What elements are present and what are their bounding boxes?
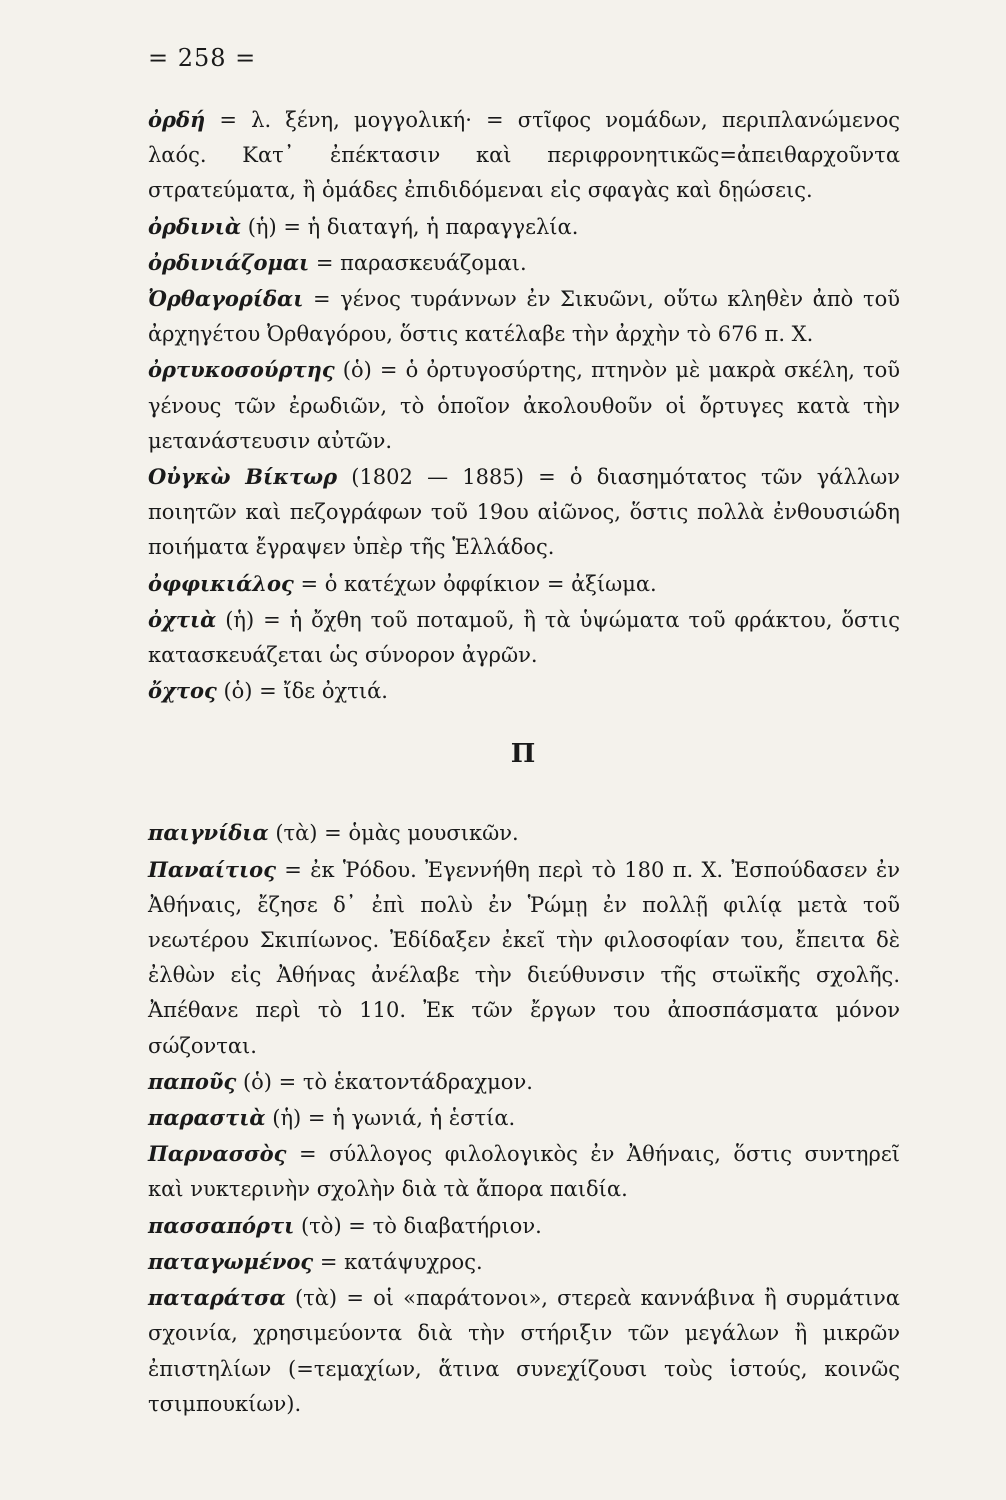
dictionary-entry <box>148 281 900 352</box>
entry-body: (1802 — 1885) = ὁ διασημότατος τῶν γάλλων ποιητῶν καὶ πεζογράφων τοῦ 19ου αἰῶνος, ὅστις πολλὰ ἐνθουσιώδη ποιήματα ἔγραψεν ὑπὲρ τῆς Ἑλλάδος. <box>148 465 900 560</box>
dictionary-entry <box>148 1244 900 1280</box>
entry-headword: παποῦς <box>148 1068 237 1094</box>
entry-headword: ὀφφικιάλος <box>148 570 294 596</box>
entry-body: (ἡ) = ἡ ὄχθη τοῦ ποταμοῦ, ἢ τὰ ὑψώματα τοῦ φράκτου, ὅστις κατασκευάζεται ὡς σύνορον ἀγρῶν. <box>148 607 900 668</box>
entry-headword: πασσαπόρτι <box>148 1212 295 1238</box>
entry-body: = λ. ξένη, μογγολική· = στῖφος νομάδων, περιπλανώμενος λαός. Κατ᾿ ἐπέκτασιν καὶ περιφρονητικῶς=ἀπειθαρχοῦντα στρατεύματα, ἢ ὁμάδες ἐπιδιδόμεναι εἰς σφαγὰς καὶ δῃώσεις. <box>148 108 900 203</box>
entry-headword: ὀρδινιὰ <box>148 213 242 239</box>
dictionary-entry <box>148 245 900 281</box>
entry-headword: Παναίτιος <box>148 856 276 882</box>
entry-headword: Παρνασσὸς <box>148 1141 287 1167</box>
entry-body: (ὁ) = ὁ ὀρτυγοσύρτης, πτηνὸν μὲ μακρὰ σκέλη, τοῦ γένους τῶν ἐρωδιῶν, τὸ ὁποῖον ἀκολουθοῦν οἱ ὄρτυγες κατὰ τὴν μετανάστευσιν αὐτῶν. <box>148 358 900 453</box>
dictionary-entry <box>148 1280 900 1422</box>
entry-headword: παραστιὰ <box>148 1105 266 1131</box>
entry-body: (τὰ) = ὁμὰς μουσικῶν. <box>275 821 519 846</box>
entries-after-section <box>148 815 900 1421</box>
entry-body: = σύλλογος φιλολογικὸς ἐν Ἀθήναις, ὅστις συντηρεῖ καὶ νυκτερινὴν σχολὴν διὰ τὰ ἄπορα παιδία. <box>148 1142 900 1202</box>
dictionary-entry <box>148 566 900 602</box>
dictionary-page <box>148 44 900 1422</box>
dictionary-entry <box>148 1064 900 1100</box>
entry-headword: Οὐγκὼ Βίκτωρ <box>148 464 338 490</box>
dictionary-entry <box>148 602 900 673</box>
entry-body: = παρασκευάζομαι. <box>315 250 527 275</box>
entry-headword: παιγνίδια <box>148 820 269 846</box>
dictionary-entry <box>148 815 900 851</box>
dictionary-entry <box>148 102 900 209</box>
dictionary-entry <box>148 459 900 566</box>
dictionary-entry <box>148 1208 900 1244</box>
entry-body: = ὁ κατέχων ὀφφίκιον = ἀξίωμα. <box>300 571 657 596</box>
section-letter-heading: Π <box>510 739 538 770</box>
dictionary-entry <box>148 352 900 459</box>
entry-body: = ἐκ Ῥόδου. Ἐγεννήθη περὶ τὸ 180 π. Χ. Ἐσπούδασεν ἐν Ἀθήναις, ἔζησε δ᾿ ἐπὶ πολὺ ἐν Ῥώμῃ ἐν πολλῇ φιλίᾳ μετὰ τοῦ νεωτέρου Σκιπίωνος. Ἐδίδαξεν ἐκεῖ τὴν φιλοσοφίαν του, ἔπειτα δὲ ἐλθὼν εἰς Ἀθήνας ἀνέλαβε τὴν διεύθυνσιν τῆς στωϊκῆς σχολῆς. Ἀπέθανε περὶ τὸ 110. Ἐκ τῶν ἔργων του ἀποσπάσματα μόνον σώζονται. <box>148 857 900 1058</box>
entry-headword: παταγωμένος <box>148 1248 314 1274</box>
entry-body: (ἡ) = ἡ γωνιά, ἡ ἑστία. <box>272 1106 516 1131</box>
dictionary-entry <box>148 1136 900 1207</box>
entry-headword: παταράτσα <box>148 1285 286 1311</box>
entries-before-section <box>148 102 900 709</box>
entry-body: (τὰ) = οἱ «παράτονοι», στερεὰ καννάβινα ἢ συρμάτινα σχοινία, χρησιμεύοντα διὰ τὴν στήριξιν τῶν μεγάλων ἢ μικρῶν ἐπιστηλίων (=τεμαχίων, ἅτινα συνεχίζουσι τοὺς ἱστούς, κοινῶς τσιμπουκίων). <box>148 1286 900 1416</box>
entry-body: = κατάψυχρος. <box>319 1249 483 1274</box>
entry-headword: Ὀρθαγορίδαι <box>148 286 304 312</box>
entry-body: (ὁ) = τὸ ἑκατοντάδραχμον. <box>242 1069 533 1094</box>
entry-headword: ὀχτιὰ <box>148 606 217 632</box>
entry-headword: ὀρδή <box>148 107 206 132</box>
entry-headword: ὄχτος <box>148 678 217 704</box>
dictionary-entry <box>148 1100 900 1136</box>
entry-body: = γένος τυράννων ἐν Σικυῶνι, οὕτω κληθὲν ἀπὸ τοῦ ἀρχηγέτου Ὀρθαγόρου, ὅστις κατέλαβε τὴν ἀρχὴν τὸ 676 π. Χ. <box>148 287 900 347</box>
entry-body: (τὸ) = τὸ διαβατήριον. <box>300 1213 542 1238</box>
entry-headword: ὀρδινιάζομαι <box>148 249 310 275</box>
dictionary-entry <box>148 209 900 245</box>
dictionary-entry <box>148 852 900 1064</box>
entry-body: (ὁ) = ἴδε ὀχτιά. <box>223 679 388 704</box>
page-number-header: = 258 = <box>148 44 257 72</box>
entry-body: (ἡ) = ἡ διαταγή, ἡ παραγγελία. <box>247 214 579 239</box>
entry-headword: ὀρτυκοσούρτης <box>148 357 335 383</box>
dictionary-entry <box>148 673 900 709</box>
